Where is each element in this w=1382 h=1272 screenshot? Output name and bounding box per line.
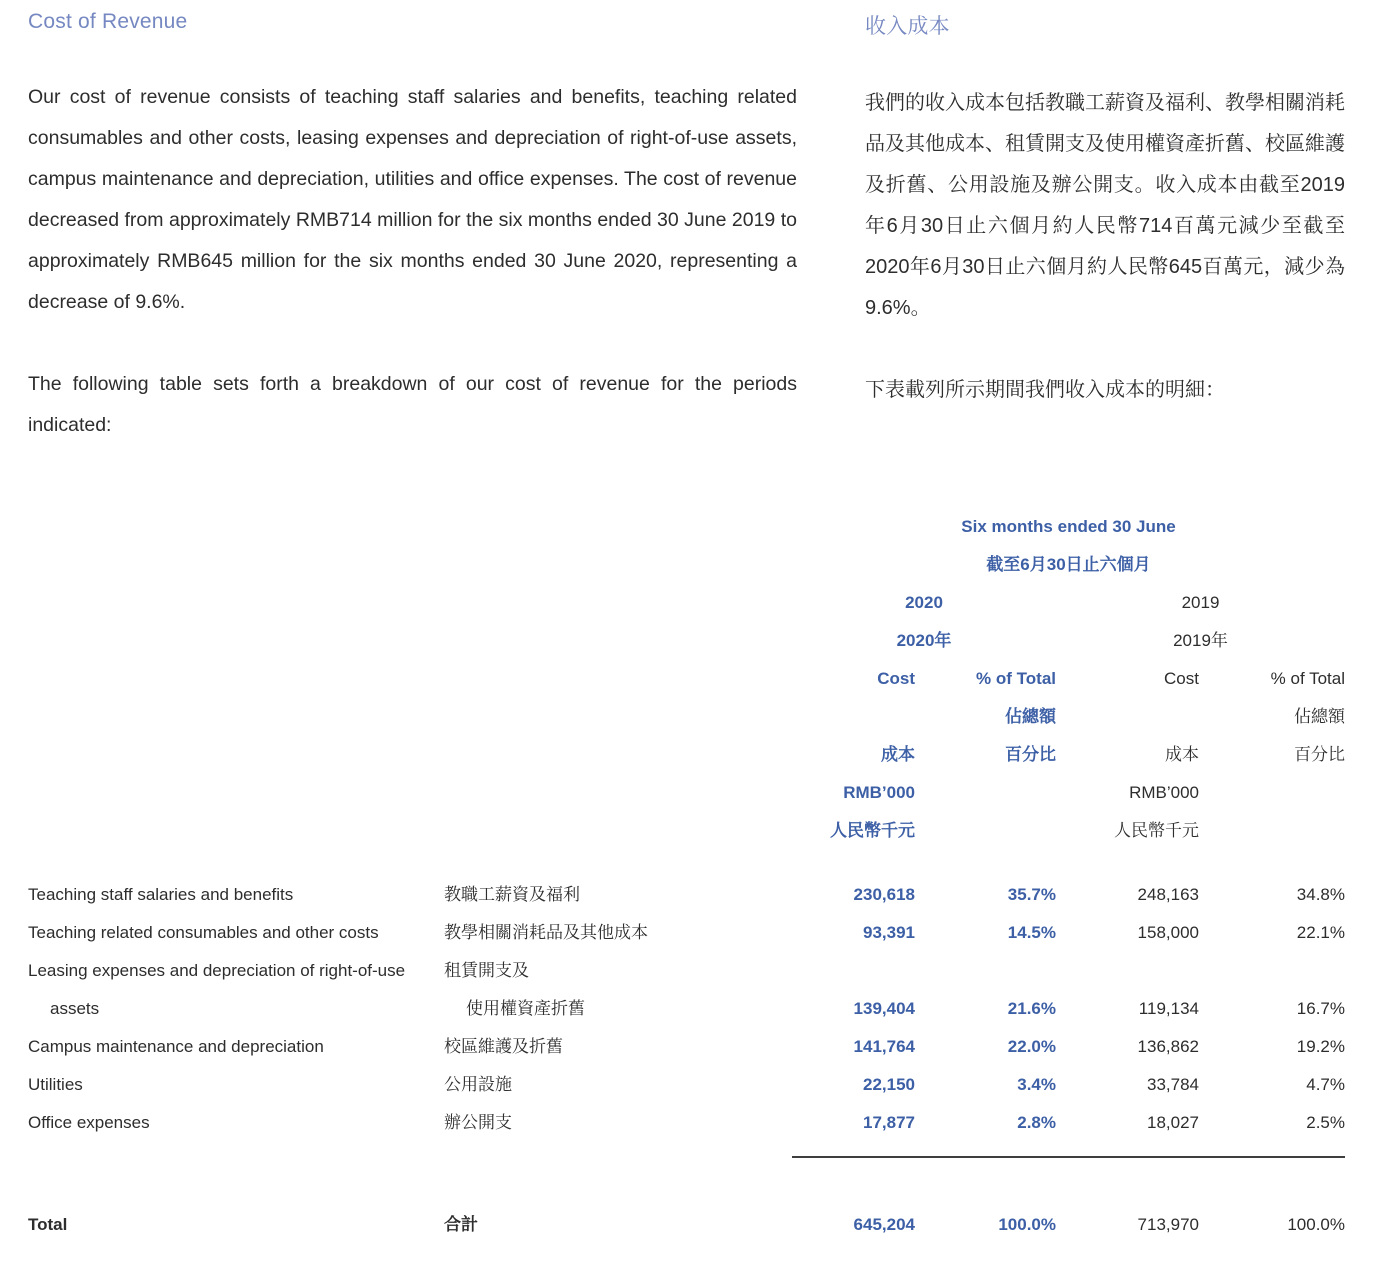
row-label-zh: 教職工薪資及福利 (444, 885, 580, 904)
right-column (865, 10, 1345, 446)
cell-cost-2019: 248,163 (1137, 885, 1199, 904)
row-label-en: Leasing expenses and depreciation of right-of-use (28, 961, 406, 980)
row-label-zh: 教學相關消耗品及其他成本 (444, 923, 648, 942)
col-header-pct-2020-zh2: 百分比 (1005, 745, 1056, 764)
year-2020-en: 2020 (905, 593, 943, 612)
col-header-cost-2019-en: Cost (1164, 669, 1199, 688)
cell-pct-2019 (1199, 952, 1345, 990)
table-total-row (28, 1206, 1345, 1244)
cell-pct-2020: 21.6% (1007, 999, 1056, 1018)
total-label-en: Total (28, 1215, 68, 1234)
paragraph-zh-1: 我們的收入成本包括教職工薪資及福利、教學相關消耗品及其他成本、租賃開支及使用權資產折舊、校區維護及折舊、公用設施及辦公開支。收入成本由截至2019年6月30日止六個月約人民幣714百萬元減少至截至2020年6月30日止六個月約人民幣645百萬元，減少為9.6%。 (865, 92, 1345, 319)
cell-pct-2020: 14.5% (1007, 923, 1056, 942)
cell-pct-2019: 22.1% (1296, 923, 1345, 942)
cell-cost-2019: 33,784 (1147, 1075, 1199, 1094)
table-header-row-cols-zh (28, 736, 1345, 774)
table-header-row-pct-zh1 (28, 698, 1345, 736)
unit-2019-zh: 人民幣千元 (1114, 821, 1199, 840)
row-label-en: Campus maintenance and depreciation (28, 1037, 324, 1056)
year-2019-en: 2019 (1181, 593, 1220, 612)
total-cost-2019: 713,970 (1137, 1215, 1199, 1234)
table-row (28, 1104, 1345, 1142)
cell-cost-2019: 119,134 (1138, 999, 1199, 1018)
total-pct-2019: 100.0% (1287, 1215, 1345, 1234)
col-header-pct-2019-en: % of Total (1270, 669, 1345, 688)
unit-2019-en: RMB’000 (1129, 783, 1199, 802)
col-header-pct-2019-zh2: 百分比 (1294, 745, 1345, 764)
total-label-zh: 合計 (444, 1215, 478, 1234)
period-header-en: Six months ended 30 June (961, 517, 1176, 536)
row-label-en: Teaching staff salaries and benefits (28, 885, 294, 904)
table-body (28, 876, 1345, 1142)
row-label-en: assets (50, 999, 100, 1018)
row-label-en: Office expenses (28, 1113, 150, 1132)
total-cost-2020: 645,204 (853, 1215, 915, 1234)
cell-cost-2020: 230,618 (853, 885, 915, 904)
cell-cost-2019: 18,027 (1147, 1113, 1199, 1132)
row-label-zh: 公用設施 (444, 1075, 512, 1094)
left-column (28, 10, 797, 446)
cell-pct-2020: 2.8% (1017, 1113, 1056, 1132)
row-label-zh: 租賃開支及 (444, 961, 529, 980)
year-2019-zh: 2019年 (1173, 631, 1228, 650)
cell-pct-2020: 35.7% (1007, 885, 1056, 904)
table-header-row-year-zh (28, 622, 1345, 660)
section-heading-zh: 收入成本 (865, 15, 950, 38)
cell-cost-2019: 136,862 (1137, 1037, 1199, 1056)
prose-section (28, 10, 1345, 446)
cell-pct-2020 (915, 952, 1056, 990)
cell-cost-2020: 17,877 (863, 1113, 915, 1132)
unit-2020-zh: 人民幣千元 (830, 821, 915, 840)
table-row (28, 952, 1345, 990)
total-pct-2020: 100.0% (998, 1215, 1056, 1234)
total-divider-line (792, 1156, 1345, 1158)
cell-cost-2020 (792, 952, 915, 990)
table-header-row-unit-zh (28, 812, 1345, 850)
cell-pct-2019: 34.8% (1296, 885, 1345, 904)
cost-table (28, 508, 1345, 1244)
table-header-row-year-en (28, 584, 1345, 622)
table-header-row-cols-en (28, 660, 1345, 698)
cell-cost-2019 (1056, 952, 1199, 990)
col-header-pct-2020-zh1: 佔總額 (1005, 707, 1056, 726)
cell-pct-2019: 16.7% (1296, 999, 1345, 1018)
cell-cost-2020: 93,391 (863, 923, 915, 942)
col-header-cost-2020-en: Cost (877, 669, 915, 688)
cell-cost-2020: 141,764 (853, 1037, 915, 1056)
period-header-zh: 截至6月30日止六個月 (986, 555, 1151, 574)
table-row (28, 1066, 1345, 1104)
paragraph-zh-2: 下表載列所示期間我們收入成本的明細： (865, 379, 1225, 401)
cell-cost-2020: 139,404 (853, 999, 915, 1018)
table-divider-row (28, 1156, 1345, 1158)
year-2020-zh: 2020年 (896, 631, 952, 650)
cell-pct-2019: 2.5% (1306, 1113, 1345, 1132)
table-header-row-period-zh (28, 546, 1345, 584)
unit-2020-en: RMB’000 (843, 783, 915, 802)
table-row (28, 876, 1345, 914)
cell-pct-2020: 3.4% (1017, 1075, 1056, 1094)
col-header-pct-2019-zh1: 佔總額 (1294, 707, 1345, 726)
col-header-cost-2020-zh: 成本 (881, 745, 915, 764)
cell-cost-2020: 22,150 (863, 1075, 915, 1094)
row-label-zh: 辦公開支 (444, 1113, 512, 1132)
col-header-pct-2020-en: % of Total (976, 669, 1056, 688)
table-row (28, 914, 1345, 952)
paragraph-en-1: Our cost of revenue consists of teaching staff salaries and benefits, teaching related consumables and other costs, leasing expenses and depreciation of right-of-use assets, campus maintenance and depreciation, utilities and office expenses. The cost of revenue decreased from approximately RMB714 million for the six months ended 30 June 2019 to approximately RMB645 million for the six months ended 30 June 2020, representing a decrease of 9.6%. (28, 86, 797, 313)
row-label-zh: 使用權資產折舊 (466, 999, 585, 1018)
row-label-en: Teaching related consumables and other costs (28, 923, 379, 942)
paragraph-en-2: The following table sets forth a breakdown of our cost of revenue for the periods indicated: (28, 373, 797, 436)
row-label-en: Utilities (28, 1075, 83, 1094)
table-header-row-unit-en (28, 774, 1345, 812)
table-row (28, 1028, 1345, 1066)
cell-pct-2019: 4.7% (1306, 1075, 1345, 1094)
section-heading-en: Cost of Revenue (28, 10, 188, 33)
table-row (28, 990, 1345, 1028)
cell-pct-2020: 22.0% (1007, 1037, 1056, 1056)
table-header-row-period-en (28, 508, 1345, 546)
col-header-cost-2019-zh: 成本 (1165, 745, 1199, 764)
cell-pct-2019: 19.2% (1296, 1037, 1345, 1056)
row-label-zh: 校區維護及折舊 (444, 1037, 563, 1056)
cell-cost-2019: 158,000 (1137, 923, 1199, 942)
